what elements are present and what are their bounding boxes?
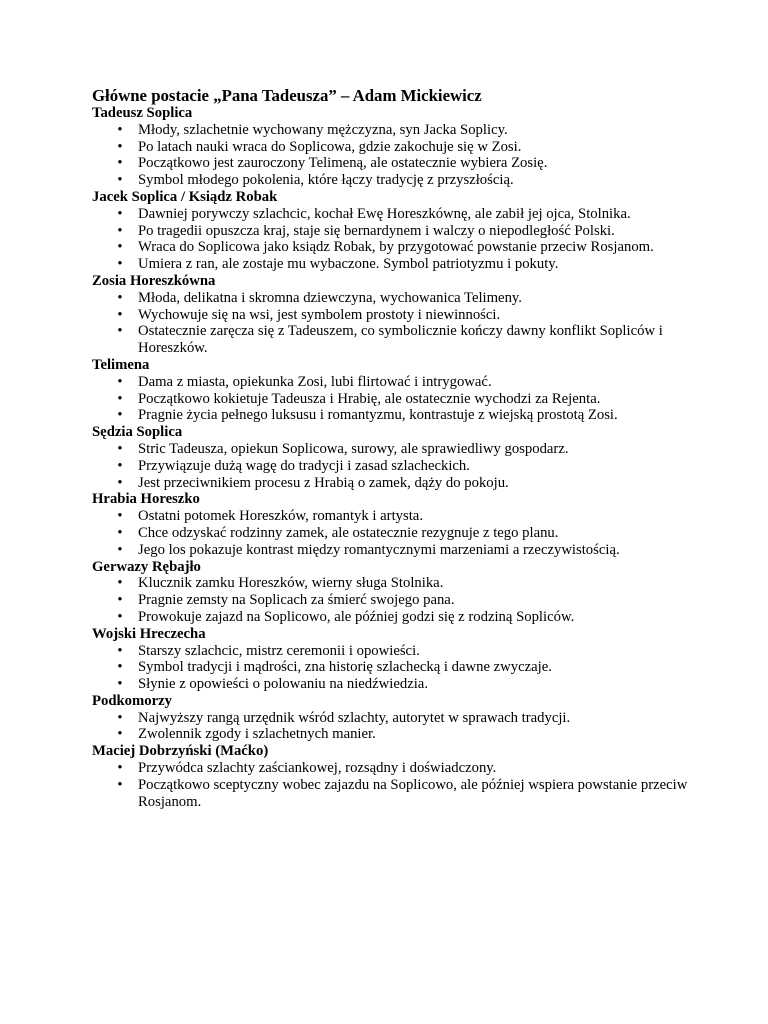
bullet-icon: • (117, 155, 123, 172)
bullet-icon: • (117, 306, 123, 323)
list-item (92, 525, 692, 542)
list-item-text: Symbol młodego pokolenia, które łączy tradycję z przyszłością. (138, 172, 514, 189)
character-name-heading: Jacek Soplica / Ksiądz Robak (92, 188, 278, 205)
list-item-text: Jego los pokazuje kontrast między romantycznymi marzeniami a rzeczywistością. (138, 541, 620, 558)
list-item (92, 407, 692, 424)
character-section (92, 424, 692, 491)
document-page (92, 86, 692, 810)
character-section (92, 273, 692, 357)
list-item-text: Po tragedii opuszcza kraj, staje się bernardynem i walczy o niepodległość Polski. (138, 222, 615, 239)
character-traits-list (92, 710, 692, 744)
list-item (92, 290, 692, 307)
list-item (92, 122, 692, 139)
character-traits-list (92, 374, 692, 424)
list-item (92, 323, 692, 357)
list-item (92, 777, 692, 811)
list-item (92, 441, 692, 458)
list-item (92, 172, 692, 189)
character-section (92, 743, 692, 810)
list-item-text: Przywódca szlachty zaściankowej, rozsądny i doświadczony. (138, 760, 497, 777)
character-section (92, 626, 692, 693)
character-section (92, 491, 692, 558)
list-item (92, 256, 692, 273)
bullet-icon: • (117, 575, 123, 592)
bullet-icon: • (117, 289, 123, 306)
bullet-icon: • (117, 256, 123, 273)
list-item-text: Dawniej porywczy szlachcic, kochał Ewę Horeszkównę, ale zabił jej ojca, Stolnika. (138, 205, 631, 222)
character-traits-list (92, 290, 692, 357)
bullet-icon: • (117, 205, 123, 222)
character-traits-list (92, 643, 692, 693)
character-traits-list (92, 122, 692, 189)
character-name-heading: Wojski Hreczecha (92, 625, 206, 642)
list-item (92, 458, 692, 475)
list-item (92, 592, 692, 609)
list-item (92, 676, 692, 693)
list-item-text: Chce odzyskać rodzinny zamek, ale ostatecznie rezygnuje z tego planu. (138, 524, 559, 541)
bullet-icon: • (117, 726, 123, 743)
character-sections (92, 105, 692, 810)
bullet-icon: • (117, 592, 123, 609)
bullet-icon: • (117, 659, 123, 676)
character-section (92, 105, 692, 189)
list-item (92, 223, 692, 240)
list-item-text: Młoda, delikatna i skromna dziewczyna, wychowanica Telimeny. (138, 289, 522, 306)
bullet-icon: • (117, 709, 123, 726)
list-item-text: Ostatni potomek Horeszków, romantyk i artysta. (138, 508, 423, 525)
bullet-icon: • (117, 541, 123, 558)
bullet-icon: • (117, 608, 123, 625)
list-item (92, 206, 692, 223)
list-item-text: Młody, szlachetnie wychowany mężczyzna, syn Jacka Soplicy. (138, 121, 508, 138)
list-item-text: Pragnie zemsty na Soplicach za śmierć swojego pana. (138, 592, 455, 609)
list-item (92, 155, 692, 172)
list-item (92, 542, 692, 559)
list-item (92, 475, 692, 492)
list-item (92, 726, 692, 743)
bullet-icon: • (117, 138, 123, 155)
character-name-heading: Sędzia Soplica (92, 424, 183, 441)
list-item (92, 760, 692, 777)
character-name-heading: Telimena (92, 356, 150, 373)
character-traits-list (92, 441, 692, 491)
list-item-text: Początkowo jest zauroczony Telimeną, ale ostatecznie wybiera Zosię. (138, 155, 548, 172)
list-item-text: Ostatecznie zaręcza się z Tadeuszem, co symbolicznie kończy dawny konflikt Sopliców i Horeszków. (138, 323, 663, 357)
bullet-icon: • (117, 508, 123, 525)
list-item-text: Starszy szlachcic, mistrz ceremonii i opowieści. (138, 642, 420, 659)
list-item-text: Jest przeciwnikiem procesu z Hrabią o zamek, dąży do pokoju. (138, 474, 509, 491)
bullet-icon: • (117, 457, 123, 474)
character-section (92, 559, 692, 626)
list-item-text: Początkowo sceptyczny wobec zajazdu na Soplicowo, ale później wspiera powstanie przeciw Rosjanom. (138, 776, 688, 810)
list-item (92, 239, 692, 256)
list-item-text: Umiera z ran, ale zostaje mu wybaczone. Symbol patriotyzmu i pokuty. (138, 256, 559, 273)
list-item-text: Klucznik zamku Horeszków, wierny sługa Stolnika. (138, 575, 444, 592)
list-item-text: Przywiązuje dużą wagę do tradycji i zasad szlacheckich. (138, 457, 470, 474)
list-item-text: Po latach nauki wraca do Soplicowa, gdzie zakochuje się w Zosi. (138, 138, 522, 155)
bullet-icon: • (117, 642, 123, 659)
document-title: Główne postacie „Pana Tadeusza” – Adam Mickiewicz (92, 86, 482, 105)
character-traits-list (92, 508, 692, 558)
bullet-icon: • (117, 323, 123, 340)
list-item (92, 508, 692, 525)
character-name-heading: Podkomorzy (92, 692, 172, 709)
list-item-text: Wychowuje się na wsi, jest symbolem prostoty i niewinności. (138, 306, 501, 323)
list-item-text: Prowokuje zajazd na Soplicowo, ale później godzi się z rodziną Sopliców. (138, 608, 575, 625)
bullet-icon: • (117, 760, 123, 777)
list-item-text: Symbol tradycji i mądrości, zna historię szlachecką i dawne zwyczaje. (138, 659, 552, 676)
list-item (92, 575, 692, 592)
character-section (92, 357, 692, 424)
list-item-text: Pragnie życia pełnego luksusu i romantyzmu, kontrastuje z wiejską prostotą Zosi. (138, 407, 618, 424)
bullet-icon: • (117, 407, 123, 424)
list-item-text: Początkowo kokietuje Tadeusza i Hrabię, ale ostatecznie wychodzi za Rejenta. (138, 390, 601, 407)
character-section (92, 693, 692, 743)
bullet-icon: • (117, 524, 123, 541)
list-item (92, 139, 692, 156)
list-item-text: Zwolennik zgody i szlachetnych manier. (138, 726, 376, 743)
list-item-text: Wraca do Soplicowa jako ksiądz Robak, by przygotować powstanie przeciw Rosjanom. (138, 239, 654, 256)
list-item-text: Stric Tadeusza, opiekun Soplicowa, surowy, ale sprawiedliwy gospodarz. (138, 440, 569, 457)
character-name-heading: Hrabia Horeszko (92, 491, 200, 508)
bullet-icon: • (117, 440, 123, 457)
character-traits-list (92, 575, 692, 625)
bullet-icon: • (117, 222, 123, 239)
list-item-text: Najwyższy rangą urzędnik wśród szlachty, autorytet w sprawach tradycji. (138, 709, 571, 726)
character-traits-list (92, 206, 692, 273)
list-item-text: Dama z miasta, opiekunka Zosi, lubi flirtować i intrygować. (138, 373, 492, 390)
character-name-heading: Maciej Dobrzyński (Maćko) (92, 743, 269, 760)
character-section (92, 189, 692, 273)
character-name-heading: Tadeusz Soplica (92, 105, 193, 121)
bullet-icon: • (117, 776, 123, 793)
bullet-icon: • (117, 390, 123, 407)
list-item (92, 659, 692, 676)
list-item (92, 307, 692, 324)
character-name-heading: Zosia Horeszkówna (92, 272, 216, 289)
list-item (92, 391, 692, 408)
character-traits-list (92, 760, 692, 810)
bullet-icon: • (117, 121, 123, 138)
character-name-heading: Gerwazy Rębajło (92, 558, 201, 575)
bullet-icon: • (117, 172, 123, 189)
list-item-text: Słynie z opowieści o polowaniu na niedźwiedzia. (138, 676, 428, 693)
bullet-icon: • (117, 239, 123, 256)
bullet-icon: • (117, 474, 123, 491)
list-item (92, 643, 692, 660)
bullet-icon: • (117, 373, 123, 390)
list-item (92, 609, 692, 626)
list-item (92, 374, 692, 391)
bullet-icon: • (117, 676, 123, 693)
list-item (92, 710, 692, 727)
